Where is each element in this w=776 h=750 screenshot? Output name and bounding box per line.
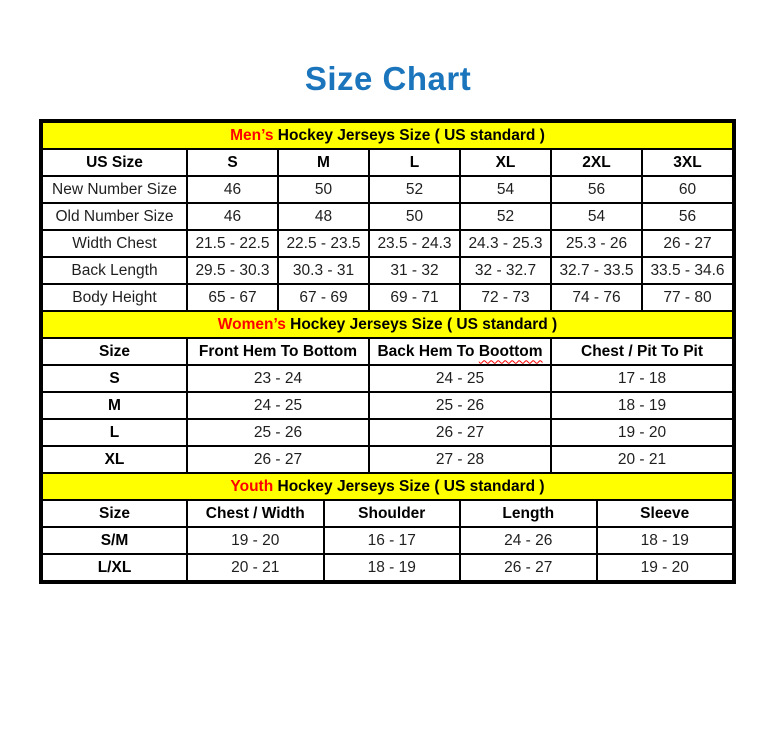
column-header: Size xyxy=(42,338,187,365)
value-cell: 52 xyxy=(369,176,460,203)
value-cell: 33.5 - 34.6 xyxy=(642,257,733,284)
table-row xyxy=(42,257,733,284)
value-cell: 19 - 20 xyxy=(187,527,324,554)
table-row xyxy=(42,527,733,554)
column-header: 3XL xyxy=(642,149,733,176)
section-banner-row xyxy=(42,311,733,338)
table-row xyxy=(42,446,733,473)
column-header-row xyxy=(42,500,733,527)
value-cell: 19 - 20 xyxy=(551,419,733,446)
value-cell: 20 - 21 xyxy=(551,446,733,473)
column-header: Chest / Width xyxy=(187,500,324,527)
value-cell: 23.5 - 24.3 xyxy=(369,230,460,257)
value-cell: 32.7 - 33.5 xyxy=(551,257,642,284)
value-cell: 18 - 19 xyxy=(597,527,734,554)
youth-size-table xyxy=(41,472,734,582)
banner-highlight-word: Men’s xyxy=(230,126,274,144)
value-cell: 52 xyxy=(460,203,551,230)
column-header: XL xyxy=(460,149,551,176)
value-cell: 48 xyxy=(278,203,369,230)
page-title: Size Chart xyxy=(304,60,472,97)
row-label: L/XL xyxy=(42,554,187,581)
value-cell: 67 - 69 xyxy=(278,284,369,311)
row-label: Body Height xyxy=(42,284,187,311)
table-row xyxy=(42,365,733,392)
row-label: Old Number Size xyxy=(42,203,187,230)
value-cell: 26 - 27 xyxy=(642,230,733,257)
section-banner-row xyxy=(42,122,733,149)
value-cell: 24.3 - 25.3 xyxy=(460,230,551,257)
column-header: US Size xyxy=(42,149,187,176)
table-row xyxy=(42,230,733,257)
table-row xyxy=(42,284,733,311)
row-label: S/M xyxy=(42,527,187,554)
value-cell: 25 - 26 xyxy=(187,419,369,446)
table-row xyxy=(42,176,733,203)
value-cell: 19 - 20 xyxy=(597,554,734,581)
value-cell: 24 - 25 xyxy=(187,392,369,419)
value-cell: 17 - 18 xyxy=(551,365,733,392)
value-cell: 30.3 - 31 xyxy=(278,257,369,284)
row-label: M xyxy=(42,392,187,419)
value-cell: 27 - 28 xyxy=(369,446,551,473)
value-cell: 18 - 19 xyxy=(551,392,733,419)
column-header-row xyxy=(42,149,733,176)
section-banner-row xyxy=(42,473,733,500)
size-chart-sheet xyxy=(39,119,736,584)
value-cell: 25.3 - 26 xyxy=(551,230,642,257)
column-header: Size xyxy=(42,500,187,527)
value-cell: 29.5 - 30.3 xyxy=(187,257,278,284)
value-cell: 50 xyxy=(278,176,369,203)
value-cell: 31 - 32 xyxy=(369,257,460,284)
column-header: Sleeve xyxy=(597,500,734,527)
value-cell: 18 - 19 xyxy=(324,554,461,581)
table-row xyxy=(42,392,733,419)
value-cell: 26 - 27 xyxy=(187,446,369,473)
column-header: 2XL xyxy=(551,149,642,176)
value-cell: 22.5 - 23.5 xyxy=(278,230,369,257)
banner-highlight-word: Women’s xyxy=(217,315,286,333)
misspelled-word: Boottom xyxy=(478,342,543,360)
value-cell: 56 xyxy=(642,203,733,230)
column-header: L xyxy=(369,149,460,176)
youth-section-banner: Youth Hockey Jerseys Size ( US standard ) xyxy=(42,473,733,500)
value-cell: 54 xyxy=(460,176,551,203)
table-row xyxy=(42,203,733,230)
value-cell: 65 - 67 xyxy=(187,284,278,311)
row-label: L xyxy=(42,419,187,446)
value-cell: 46 xyxy=(187,176,278,203)
value-cell: 25 - 26 xyxy=(369,392,551,419)
banner-highlight-word: Youth xyxy=(230,477,274,495)
column-header-row xyxy=(42,338,733,365)
value-cell: 24 - 26 xyxy=(460,527,597,554)
value-cell: 74 - 76 xyxy=(551,284,642,311)
value-cell: 54 xyxy=(551,203,642,230)
womens-size-table xyxy=(41,310,734,474)
value-cell: 20 - 21 xyxy=(187,554,324,581)
row-label: Back Length xyxy=(42,257,187,284)
column-header: Shoulder xyxy=(324,500,461,527)
row-label: New Number Size xyxy=(42,176,187,203)
value-cell: 26 - 27 xyxy=(369,419,551,446)
value-cell: 32 - 32.7 xyxy=(460,257,551,284)
column-header: S xyxy=(187,149,278,176)
value-cell: 21.5 - 22.5 xyxy=(187,230,278,257)
mens-size-table xyxy=(41,121,734,312)
value-cell: 56 xyxy=(551,176,642,203)
value-cell: 72 - 73 xyxy=(460,284,551,311)
row-label: XL xyxy=(42,446,187,473)
value-cell: 69 - 71 xyxy=(369,284,460,311)
table-row xyxy=(42,419,733,446)
value-cell: 77 - 80 xyxy=(642,284,733,311)
value-cell: 46 xyxy=(187,203,278,230)
value-cell: 50 xyxy=(369,203,460,230)
row-label: Width Chest xyxy=(42,230,187,257)
value-cell: 23 - 24 xyxy=(187,365,369,392)
value-cell: 24 - 25 xyxy=(369,365,551,392)
value-cell: 26 - 27 xyxy=(460,554,597,581)
column-header: M xyxy=(278,149,369,176)
womens-section-banner: Women’s Hockey Jerseys Size ( US standard ) xyxy=(42,311,733,338)
table-row xyxy=(42,554,733,581)
column-header: Length xyxy=(460,500,597,527)
value-cell: 16 - 17 xyxy=(324,527,461,554)
column-header: Back Hem To Boottom xyxy=(369,338,551,365)
mens-section-banner: Men’s Hockey Jerseys Size ( US standard ) xyxy=(42,122,733,149)
column-header: Chest / Pit To Pit xyxy=(551,338,733,365)
row-label: S xyxy=(42,365,187,392)
column-header: Front Hem To Bottom xyxy=(187,338,369,365)
value-cell: 60 xyxy=(642,176,733,203)
